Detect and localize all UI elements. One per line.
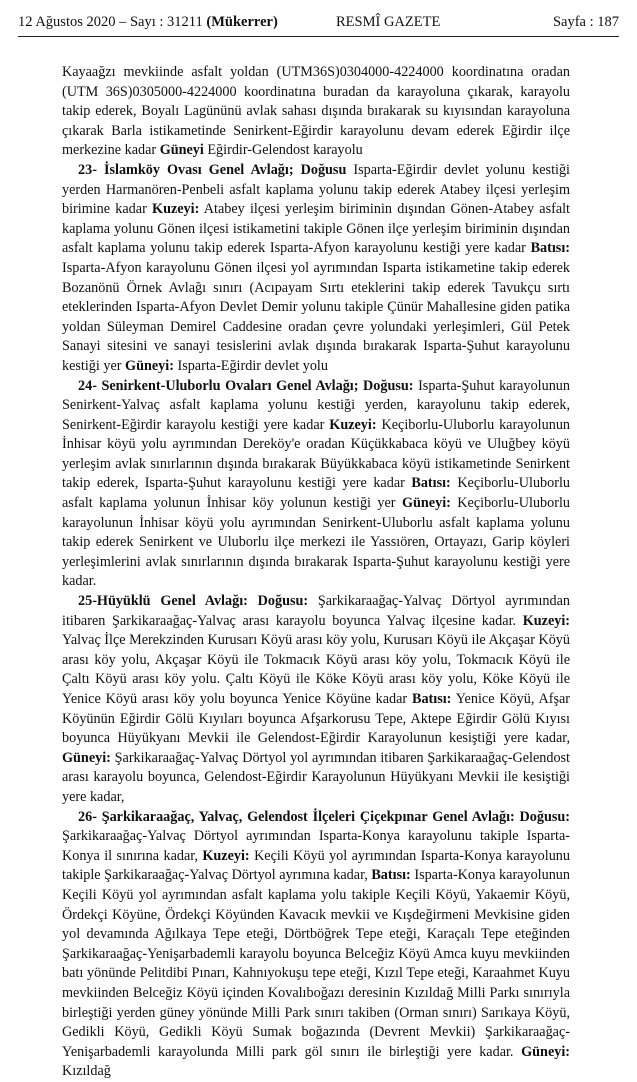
bold-run: Batısı: <box>371 867 411 884</box>
text-run: Kayaağzı mevkiinde asfalt yoldan (UTM36S)0304000-4224000 koordinatına oradan (UTM 36S)0305000-4224000 koordinatına buradan da karayoluna çıkarak, karayolu takip ederek, Boyalı Lagününü avlak sahası dışında bırakarak su kıyısından karayoluna çıkarak Barla istikametinde Senirkent-Eğirdir karayolunu devam ederek Eğirdir ilçe merkezine kadar <box>62 64 570 159</box>
paragraph-26-cicekpinar <box>62 808 570 1082</box>
bold-run: Batısı: <box>411 475 451 492</box>
bold-run: Güneyi: <box>401 495 451 512</box>
text-run: Keçiborlu-Uluborlu karayolunun İnhisar köyü yolu ayrımından Senirkent-Uluborlu asfalt kaplama yolunu takip ederek Senirkent ve Uluborlu ilçe merkezi ile Yassıören, Ortayazı, Garip köyleri yerleşimlerini avlak sınırlarının dışında bırakarak Isparta-Şuhut karayolunu kestiği yere kadar. <box>62 495 570 590</box>
mukerrer-label: (Mükerrer) <box>206 14 278 30</box>
text-run: Isparta-Eğirdir devlet yolunu kestiği yerden Harmanören-Penbeli asfalt kaplama yolunu takip ederek Atabey ilçesi yerleşim birimine kadar <box>62 161 570 218</box>
bold-run: Güneyi: <box>62 749 111 766</box>
text-run: Isparta-Konya karayolunun Keçili Köyü yol ayrımından asfalt kaplama yolu takiple Keçili Köyü, Yakaemir Köyü, Ördekçi Köyüne, Ördekçi Köyünden Kavacık mevkii ve Kışdeğirmeni Mevkisine giden yol devamında Ağılkaya Tepe eteği, Dörtböğrek Tepe eteği, Karaçalı Tepe eteğinden Şarkikaraağaç-Yenişarbademli karayolu boyunca Belceğiz Köyü Amca kuyu mevkiinden batı yönünde Pelitdibi Pınarı, Kahnıyokuşu tepe eteği, Kızıl Tepe eteği, Karaahmet Kuyu mevkiinden Belceğiz Köyü içinden Kovalıboğazı deresinin Kızıldağ Milli Parkı sınırıyla birleştiği yerden güney yönünde Milli Park sınırı takiben (Orman sınırı) Sarıkaya Köyü, Gedikli Köyü, Gedikli Köyü Sumak boğazında (Devrent Mevkii) Şarkikaraağaç-Yenişarbademli karayolunda Milli park göl sınırı ile birleştiği yere kadar. <box>62 867 570 1060</box>
paragraph-23-islamkoy <box>62 161 570 377</box>
header-rule <box>18 36 619 37</box>
bold-run: Kuzeyi: <box>329 416 377 433</box>
paragraph-24-senirkent-uluborlu <box>62 377 570 593</box>
paragraph-continued <box>62 63 570 161</box>
bold-run: Güneyi: <box>125 357 174 374</box>
bold-run: 24- Senirkent-Uluborlu Ovaları Genel Avlağı; Doğusu: <box>78 377 414 394</box>
bold-run: 25-Hüyüklü Genel Avlağı: Doğusu: <box>78 593 309 610</box>
text-run: Kızıldağ <box>62 1063 111 1080</box>
bold-run: Kuzeyi: <box>522 612 570 629</box>
page-header <box>18 14 619 36</box>
bold-run: Batısı: <box>530 240 570 257</box>
text-run: Isparta-Afyon karayolunu Gönen ilçesi yol ayrımından Isparta istikametine takip ederek Bozanönü Örnek Avlağı sınırı (Acıpayam Sırtı eteklerini takip ederek Tavukçu sırtı eteklerinden Isparta-Afyon Devlet Demir yolunu takiple Çünür Mahallesine giden patika yoldan Süleyman Demirel Caddesine oradan çevre yolundaki yerleşimleri, Gül Petek Sanayi sitesini ve sanayi tesislerini avlak dışında bırakarak Isparta-Şuhut karayolunu kestiği yer <box>62 259 570 374</box>
text-run: Şarkikaraağaç-Yalvaç Dörtyol ayrımından itibaren Şarkikaraağaç-Yalvaç arası karayolu boyunca Yalvaç ilçesine kadar. <box>62 593 570 629</box>
text-run: Yalvaç İlçe Merekzinden Kurusarı Köyü arası köy yolu, Kurusarı Köyü ile Akçaşar Köyü arası köy yolu, Akçaşar Köyü ile Tokmacık Köyü arası köy yolu, Tokmacık Köyü ile Çaltı Köyü arası köy yolu. Çaltı Köyü ile Köke Köyü arası köy yolu, Köke Köyü ile Yenice Köyü arası köy yolu boyunca Yenice Köyüne kadar <box>62 632 570 707</box>
text-run: Atabey ilçesi yerleşim biriminin dışından Gönen-Atabey asfalt kaplama yolunu Gönen ilçesi istikametini takiple Gönen ilçe yerleşim biriminin dışından asfalt kaplama yolunu takip ederek Isparta-Afyon karayolunu kestiği yere kadar <box>62 201 570 257</box>
bold-run: Güneyi <box>159 142 204 159</box>
issue-info <box>18 14 278 31</box>
page-number: Sayfa : 187 <box>552 14 619 30</box>
paragraph-25-huyuklu <box>62 592 570 808</box>
text-run: Eğirdir-Gelendost karayolu <box>203 142 363 159</box>
bold-run: 26- Şarkikaraağaç, Yalvaç, Gelendost İlçeleri Çiçekpınar Genel Avlağı: Doğusu: <box>78 808 570 825</box>
bold-run: 23- İslamköy Ovası Genel Avlağı; Doğusu <box>78 161 347 178</box>
text-run: Şarkikaraağaç-Yalvaç Dörtyol ayrımından Isparta-Konya karayolunu takiple Isparta-Konya il sınırına kadar, <box>62 828 570 864</box>
bold-run: Batısı: <box>411 691 452 707</box>
text-run: Şarkikaraağaç-Yalvaç Dörtyol yol ayrımından itibaren Şarkikaraağaç-Gelendost arası karayolu boyunca, Gelendost-Eğirdir Karayolunun Hüyükyanı Mevkii ile kesiştiği yere kadar, <box>62 749 570 805</box>
text-run: Keçili Köyü yol ayrımından Isparta-Konya karayolunu takiple Şarkikaraağaç-Yalvaç Dörtyol ayrımına kadar, <box>62 847 570 884</box>
text-run: Keçiborlu-Uluborlu karayolunun İnhisar köyü yolu ayrımından Dereköy'e oradan Küçükkabaca köyü ve Uluğbey köyü yerleşim avlak sınırlarının dışında bırakarak Büyükkabaca köyü istikametinde Senirkent takip ederek, Isparta-Şuhut karayolunu kestiği yere kadar <box>62 416 571 492</box>
text-run: Isparta-Şuhut karayolunun Senirkent-Yalvaç asfalt kaplama yolunu kestiği yerden, karayolunu takip ederek, Senirkent-Eğirdir karayolu kestiği yere kadar <box>62 377 570 433</box>
bold-run: Güneyi: <box>521 1043 570 1060</box>
text-run: Keçiborlu-Uluborlu asfalt kaplama yolunun İnhisar köy yolunun kestiği yer <box>62 475 570 512</box>
bold-run: Kuzeyi: <box>202 847 250 864</box>
text-run: Isparta-Eğirdir devlet yolu <box>173 357 328 374</box>
gazette-title: RESMÎ GAZETE <box>336 14 441 30</box>
text-run: Yenice Köyü, Afşar Köyünün Eğirdir Gölü Kıyıları boyunca Afşarkorusu Tepe, Aktepe Eğirdir Gölü Kıyısı boyunca Hüyükyanı Mevkii ile Gelendost-Eğirdir Karayolunun kesiştiği yere kadar, <box>62 691 571 747</box>
issue-date-number: 12 Ağustos 2020 – Sayı : 31211 <box>18 14 207 30</box>
bold-run: Kuzeyi: <box>152 201 200 218</box>
document-body <box>62 63 570 1082</box>
